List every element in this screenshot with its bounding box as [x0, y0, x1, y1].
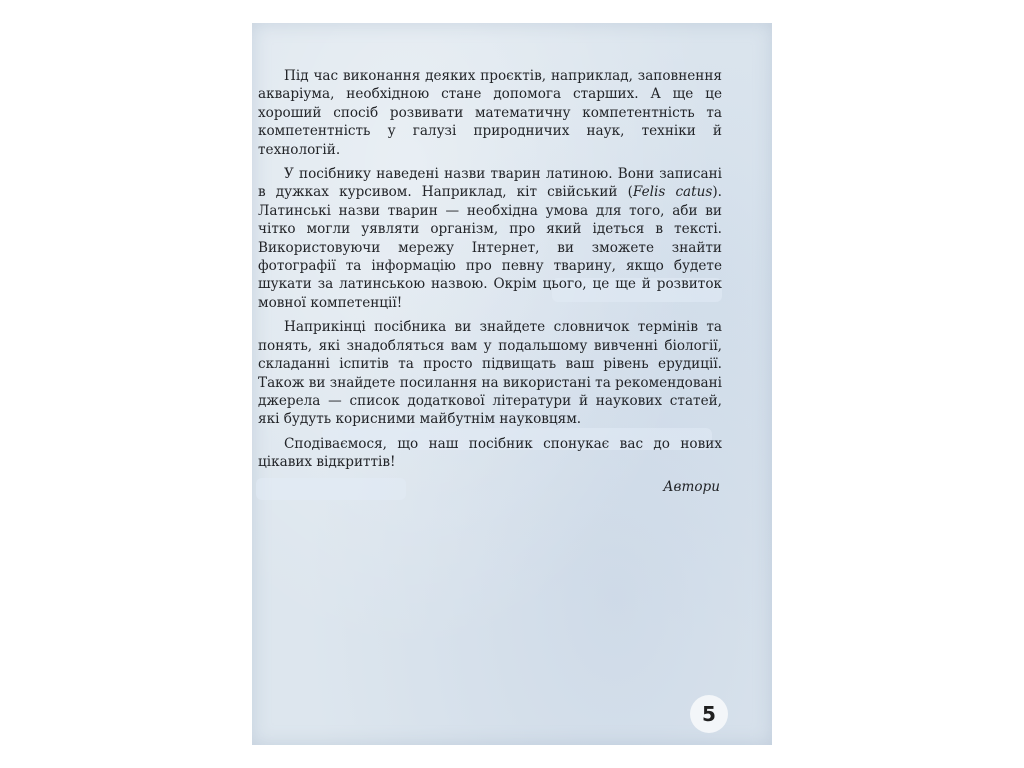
- body-text: [258, 67, 722, 496]
- latin-name-italic: Felis catus: [632, 184, 713, 201]
- paragraph-latin-names-end: ). Латинські назви тварин — необхідна умова для того, аби ви чітко могли уявляти організм, про який ідеться в тексті. Використовуючи мережу Інтернет, ви зможете знайти фотографії та інформацію про певну тварину, якщо будете шукати за латинською назвою. Окрім цього, це ще й розвиток мовної компетенції!: [258, 184, 722, 311]
- paragraph-projects: Під час виконання деяких проєктів, наприклад, заповнення акваріума, необхідною стане допомога старших. А ще це хороший спосіб розвивати математичну компетентність та компетентність у галузі природничих наук, техніки й технологій.: [258, 68, 722, 158]
- paragraph-latin-names-start: У посібнику наведені назви тварин латиною. Вони записані в дужках курсивом. Наприклад, кіт свійський (: [258, 166, 722, 201]
- page-number: 5: [690, 695, 728, 733]
- signature-authors: Автори: [663, 478, 720, 495]
- paragraph-closing: Сподіваємося, що наш посібник спонукає вас до нових цікавих відкриттів!: [258, 435, 722, 471]
- paragraph-glossary: Наприкінці посібника ви знайдете словничок термінів та понять, які знадобляться вам у подальшому вивченні біології, складанні іспитів та просто підвищать ваш рівень ерудиції. Також ви знайдете посилання на використані та рекомендовані джерела — список додаткової літератури й наукових статей, які будуть корисними майбутнім науковцям.: [258, 319, 722, 428]
- paragraph-latin-names: [258, 165, 722, 312]
- book-page: [252, 23, 772, 745]
